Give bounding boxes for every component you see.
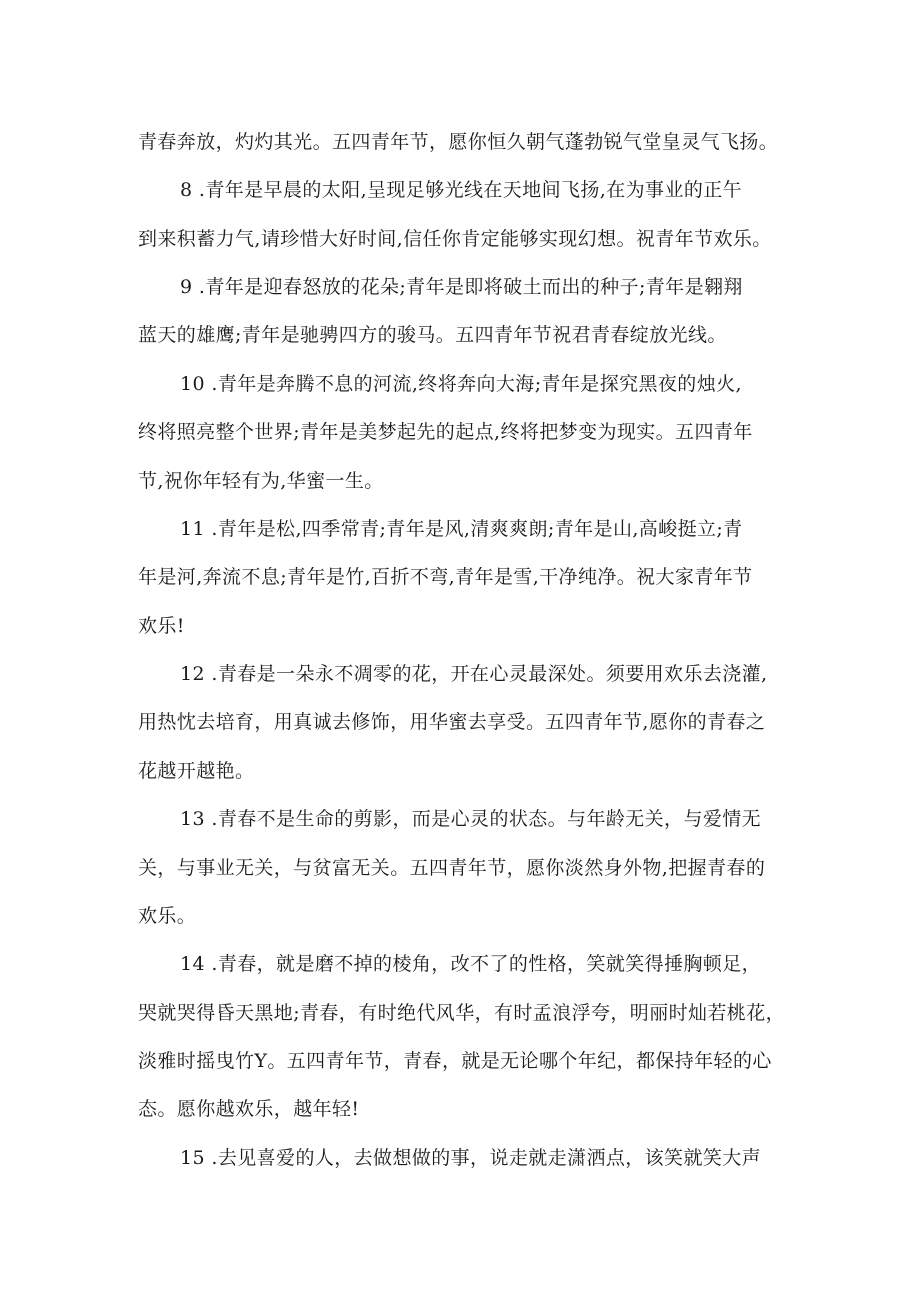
- text-line: 14 .青春，就是磨不掉的棱角，改不了的性格，笑就笑得捶胸顿足，: [180, 953, 762, 975]
- text-line: 用热忱去培育，用真诚去修饰，用华蜜去享受。五四青年节,愿你的青春之: [138, 711, 766, 733]
- text-line: 哭就哭得昏天黑地;青春，有时绝代风华，有时孟浪浮夸，明丽时灿若桃花，: [138, 1002, 786, 1024]
- text-line: 11 .青年是松,四季常青;青年是风,清爽爽朗;青年是山,高峻挺立;青: [180, 518, 743, 540]
- text-line: 12 .青春是一朵永不凋零的花，开在心灵最深处。须要用欢乐去浇灌,: [180, 663, 768, 685]
- text-line: 欢乐!: [138, 615, 185, 637]
- text-line: 9 .青年是迎春怒放的花朵;青年是即将破土而出的种子;青年是翱翔: [180, 276, 743, 298]
- text-line: 节,祝你年轻有为,华蜜一生。: [138, 470, 384, 492]
- text-line: 花越开越艳。: [138, 760, 255, 782]
- text-line: 到来积蓄力气,请珍惜大好时间,信任你肯定能够实现幻想。祝青年节欢乐。: [138, 228, 772, 250]
- text-line: 年是河,奔流不息;青年是竹,百折不弯,青年是雪,干净纯净。祝大家青年节: [138, 566, 753, 588]
- text-line: 欢乐。: [138, 905, 197, 927]
- text-line: 终将照亮整个世界;青年是美梦起先的起点,终将把梦变为现实。五四青年: [138, 421, 753, 443]
- text-line: 15 .去见喜爱的人，去做想做的事，说走就走潇洒点，该笑就笑大声: [180, 1147, 762, 1169]
- text-line: 淡雅时摇曳竹Y。五四青年节，青春，就是无论哪个年纪，都保持年轻的心: [138, 1050, 772, 1072]
- text-line: 关，与事业无关，与贫富无关。五四青年节，愿你淡然身外物,把握青春的: [138, 857, 766, 879]
- text-line: 8 .青年是早晨的太阳,呈现足够光线在天地间飞扬,在为事业的正午: [180, 179, 743, 201]
- text-line: 青春奔放，灼灼其光。五四青年节，愿你恒久朝气蓬勃锐气堂皇灵气飞扬。: [138, 131, 779, 153]
- text-line: 13 .青春不是生命的剪影，而是心灵的状态。与年龄无关，与爱情无: [180, 808, 762, 830]
- text-line: 10 .青年是奔腾不息的河流,终将奔向大海;青年是探究黑夜的烛火,: [180, 373, 742, 395]
- text-line: 蓝天的雄鹰;青年是驰骋四方的骏马。五四青年节祝君青春绽放光线。: [138, 324, 727, 346]
- text-line: 态。愿你越欢乐，越年轻!: [138, 1098, 360, 1120]
